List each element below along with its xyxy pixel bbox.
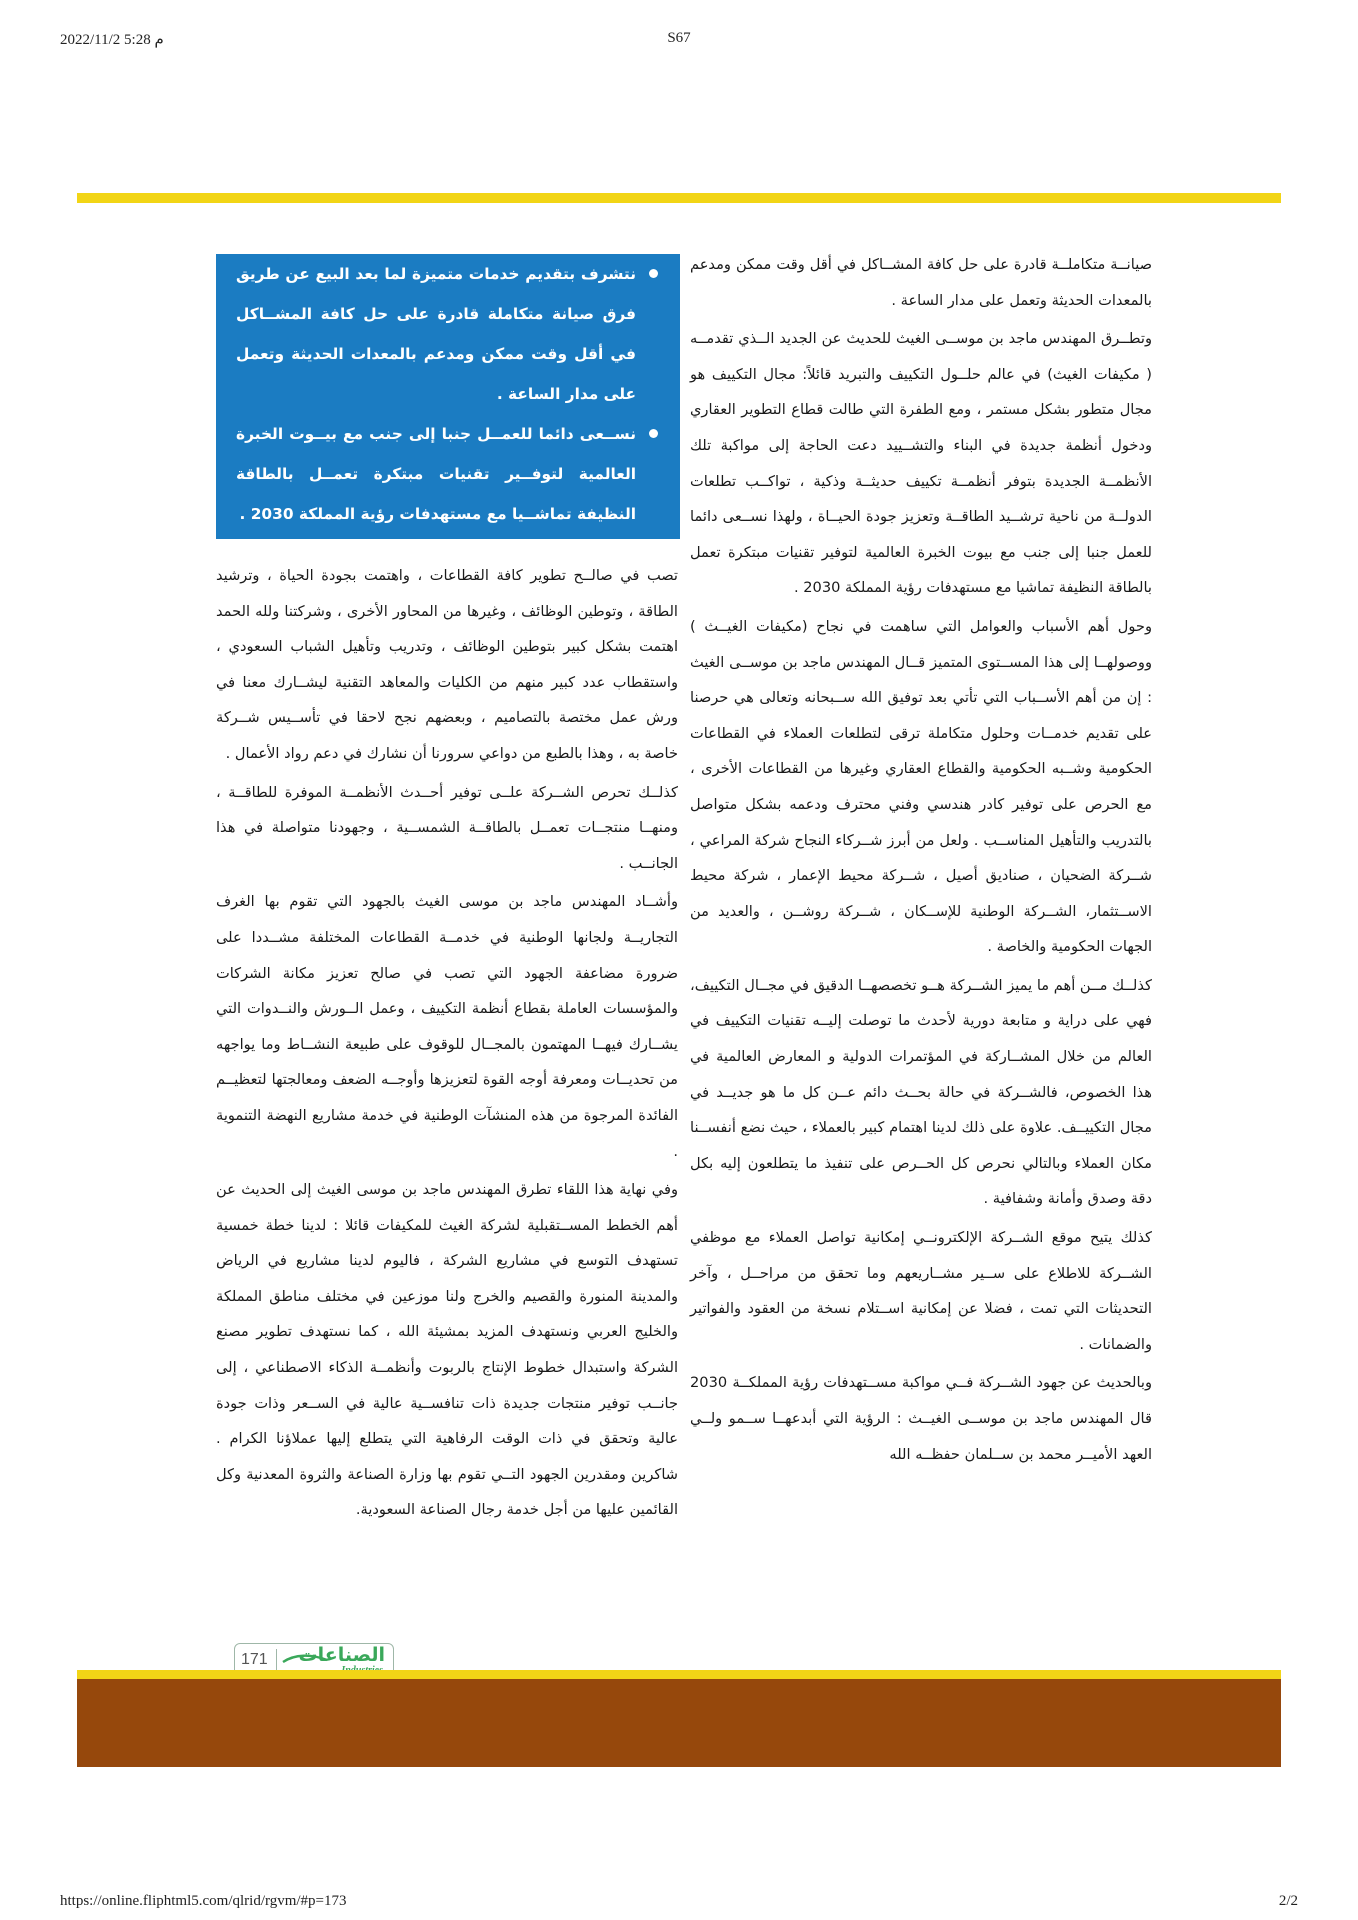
highlight-item	[236, 414, 658, 534]
article-left-column	[216, 558, 678, 1528]
bullet-icon	[649, 429, 658, 438]
top-accent-bar	[77, 193, 1281, 203]
bottom-accent-bar	[77, 1670, 1281, 1679]
logo-arabic: الصناعات	[298, 1644, 385, 1666]
browser-print-header	[60, 30, 1298, 54]
highlight-quote-box	[216, 254, 680, 539]
paragraph: كذلك يتيح موقع الشــركة الإلكترونــي إمكانية تواصل العملاء مع موظفي الشــركة للاطلاع على ســير مشــاريعهم وما تحقق من مراحــل ، وآخر التحديثات التي تمت ، فضلا عن إمكانية اســتلام نسخة من العقود والفواتير والضمانات .	[690, 1229, 1152, 1353]
footer-band	[77, 1679, 1281, 1767]
page-number: 171	[241, 1651, 268, 1668]
print-datetime: 2022/11/2 5:28 م	[60, 32, 164, 48]
paragraph: وبالحديث عن جهود الشــركة فــي مواكبة مســتهدفات رؤية المملكــة 2030 قال المهندس ماجد بن موســى الغيــث : الرؤية التي أبدعهــا ســمو ولــي العهد الأميــر محمد بن ســلمان حفظــه الله	[690, 1374, 1152, 1463]
print-page-title: S67	[667, 30, 691, 46]
article-right-column	[690, 247, 1152, 1472]
paragraph: وتطــرق المهندس ماجد بن موســى الغيث للحديث عن الجديد الــذي تقدمــه ( مكيفات الغيث) في عالم حلــول التكييف والتبريد قائلاً: مجال التكييف هو مجال متطور بشكل مستمر ، ومع الطفرة التي طالت قطاع التطوير العقاري ودخول أنظمة جديدة في البناء والتشــييد دعت الحاجة إلى مواكبة تلك الأنظمــة الجديدة بتوفر أنظمــة تكييف حديثــة وذكية ، تواكــب تطلعات الدولــة من ناحية ترشــيد الطاقــة وتعزيز جودة الحيــاة ، ولهذا نســعى دائما للعمل جنبا إلى جنب مع بيوت الخبرة العالمية لتوفير تقنيات مبتكرة تعمل بالطاقة النظيفة تماشيا مع مستهدفات رؤية المملكة 2030 .	[690, 330, 1152, 597]
highlight-text: نســعى دائما للعمــل جنبا إلى جنب مع بيــوت الخبرة العالمية لتوفــير تقنيات مبتكرة تعمــل بالطاقة النظيفة تماشــيا مع مستهدفات رؤية المملكة 2030 .	[236, 425, 636, 523]
paragraph: وحول أهم الأسباب والعوامل التي ساهمت في نجاح (مكيفات الغيــث ) ووصولهــا إلى هذا المســتوى المتميز قــال المهندس ماجد بن موســى الغيث : إن من أهم الأســباب التي تأتي بعد توفيق الله ســبحانه وتعالى هي حرصنا على تقديم خدمــات وحلول متكاملة ترقى لتطلعات العملاء في القطاعات الحكومية وشــبه الحكومية والقطاع العقاري وغيرها من القطاعات الأخرى ، مع الحرص على توفير كادر هندسي وفني محترف ودعمه بشكل متواصل بالتدريب والتأهيل المناســب . ولعل من أبرز شــركاء النجاح شركة المراعي ، شــركة الضحيان ، صناديق أصيل ، شــركة محيط الإعمار ، شركة محيط الاســتثمار، الشــركة الوطنية للإســكان ، شــركة روشــن ، والعديد من الجهات الحكومية والخاصة .	[690, 617, 1152, 956]
highlight-list	[216, 254, 680, 534]
bullet-icon	[649, 269, 658, 278]
paragraph: كذلــك مــن أهم ما يميز الشــركة هــو تخصصهــا الدقيق في مجــال التكييف، فهي على دراية و متابعة دورية لأحدث ما توصلت إليــه تقنيات التكييف في العالم من خلال المشــاركة في المؤتمرات الدولية و المعارض العالمية في هذا الخصوص، فالشــركة في حالة بحــث دائم عــن كل ما هو جديــد في مجال التكييــف. علاوة على ذلك لدينا اهتمام كبير بالعملاء ، حيث نضع أنفســنا مكان العملاء وبالتالي نحرص كل الحــرص على تنفيذ ما يتطلعون إليه بكل دقة وصدق وأمانة وشفافية .	[690, 976, 1152, 1208]
paragraph: وأشــاد المهندس ماجد بن موسى الغيث بالجهود التي تقوم بها الغرف التجاريــة ولجانها الوطنية في خدمــة القطاعات المختلفة مشــددا على ضرورة مضاعفة الجهود التي تصب في صالح تعزيز مكانة الشركات والمؤسسات العاملة بقطاع أنظمة التكييف ، وعمل الــورش والنــدوات التي يشــارك فيهــا المهتمون بالمجــال للوقوف على طبيعة النشــاط وما يواجهه من تحديــات ومعرفة أوجه القوة لتعزيزها وأوجــه الضعف ومعالجتها لتعظيــم الفائدة المرجوة من هذه المنشآت الوطنية في خدمة مشاريع النهضة التنموية .	[216, 893, 678, 1160]
paragraph: كذلــك تحرص الشــركة علــى توفير أحــدث الأنظمــة الموفرة للطاقــة ، ومنهــا منتجــات تعمــل بالطاقــة الشمســية ، وجهودنا متواصلة في هذا الجانــب .	[216, 783, 678, 872]
paragraph: تصب في صالــح تطوير كافة القطاعات ، واهتمت بجودة الحياة ، وترشيد الطاقة ، وتوطين الوظائف ، وغيرها من المحاور الأخرى ، وشركتنا ولله الحمد اهتمت بشكل كبير بتوطين الوظائف ، وتدريب وتأهيل الشباب السعودي ، واستقطاب عدد كبير منهم من الكليات والمعاهد التقنية ليشــارك معنا في ورش عمل مختصة بالتصاميم ، وبعضهم نجح لاحقا في تأســيس شــركة خاصة به ، وهذا بالطبع من دواعي سرورنا أن نشارك في دعم رواد الأعمال .	[216, 567, 678, 762]
highlight-text: نتشرف بتقديم خدمات متميزة لما بعد البيع عن طريق فرق صيانة متكاملة قادرة على حل كافة المشــاكل في أقل وقت ممكن ومدعم بالمعدات الحديثة وتعمل على مدار الساعة .	[236, 265, 636, 403]
browser-print-footer	[60, 1893, 1298, 1913]
print-url: https://online.fliphtml5.com/qlrid/rgvm/#p=173	[60, 1893, 347, 1909]
print-page-count: 2/2	[1278, 1893, 1298, 1909]
paragraph: صيانــة متكاملــة قادرة على حل كافة المشــاكل في أقل وقت ممكن ومدعم بالمعدات الحديثة وتعمل على مدار الساعة .	[690, 256, 1152, 309]
highlight-item	[236, 254, 658, 414]
paragraph: وفي نهاية هذا اللقاء تطرق المهندس ماجد بن موسى الغيث إلى الحديث عن أهم الخطط المســتقبلية لشركة الغيث للمكيفات قائلا : لدينا خطة خمسية تستهدف التوسع في مشاريع الشركة ، فاليوم لدينا مشاريع في الرياض والمدينة المنورة والقصيم والخرج ولنا موزعين في مختلف مناطق المملكة والخليج العربي ونستهدف المزيد بمشيئة الله ، كما نستهدف تطوير مصنع الشركة واستبدال خطوط الإنتاج بالربوت وأنظمــة الذكاء الاصطناعي ، إلى جانــب توفير منتجات جديدة ذات تنافســية عالية في الســعر وذات جودة عالية وتحقق في ذات الوقت الرفاهية التي يتطلع إليها عملاؤنا الكرام . شاكرين ومقدرين الجهود التــي تقوم بها وزارة الصناعة والثروة المعدنية وكل القائمين عليها من أجل خدمة رجال الصناعة السعودية.	[216, 1181, 678, 1519]
